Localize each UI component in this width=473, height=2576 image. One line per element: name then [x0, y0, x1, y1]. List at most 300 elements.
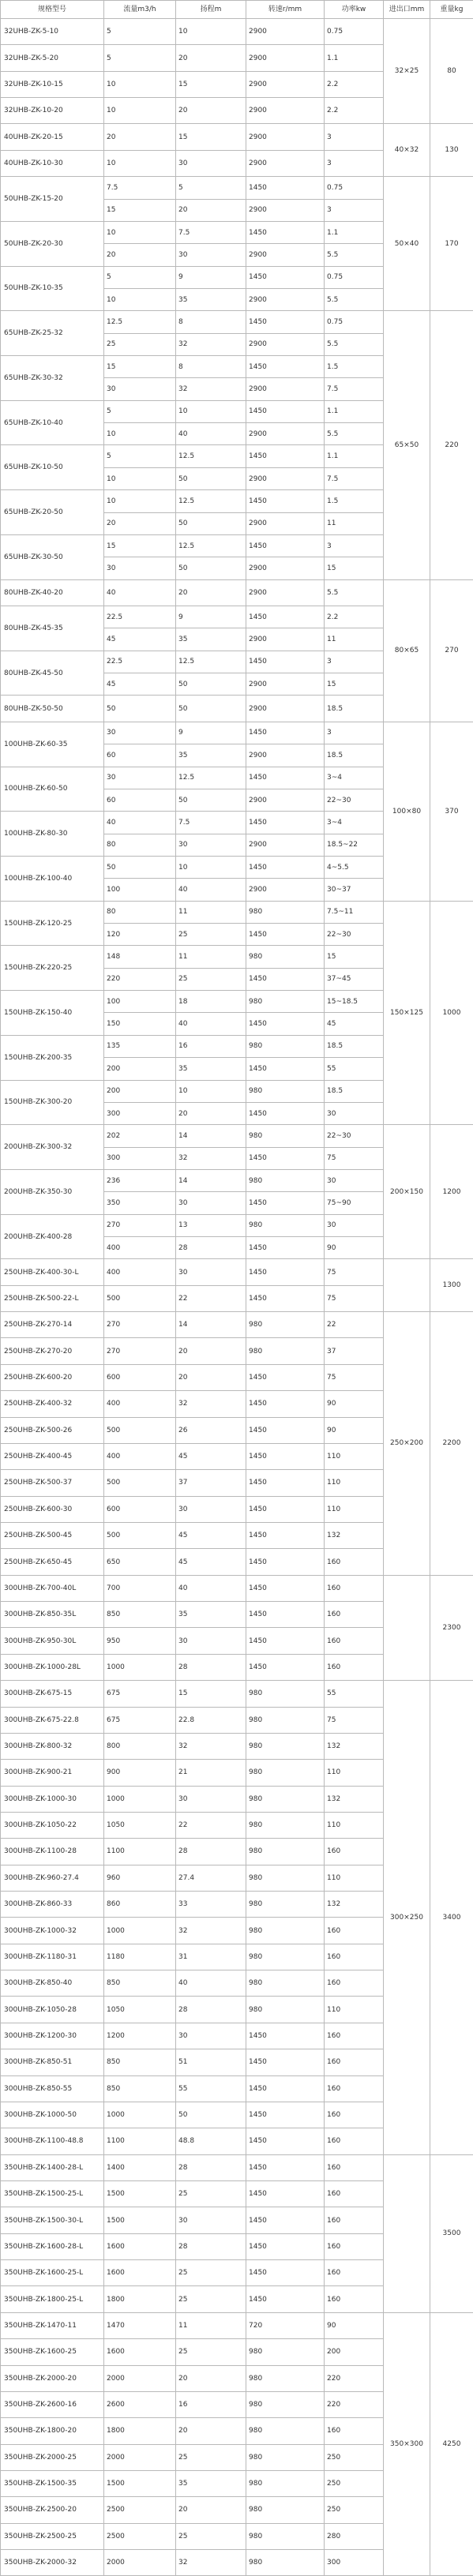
model-cell: 350UHB-ZK-1600-28-L — [1, 2233, 104, 2259]
flow-value: 120 — [104, 923, 175, 945]
power-cell: 110 — [325, 1443, 384, 1469]
flow-values — [104, 651, 175, 696]
speed-value: 2900 — [246, 422, 324, 444]
port-size-cell: 65×50 — [384, 311, 430, 579]
flow-value: 10 — [107, 228, 116, 237]
table-row — [1, 2154, 473, 2180]
head-cell — [176, 946, 246, 991]
head-values — [176, 267, 246, 311]
model-cell: 200UHB-ZK-350-30 — [1, 1169, 104, 1214]
model-cell: 300UHB-ZK-850-35L — [1, 1602, 104, 1628]
flow-value: 10 — [107, 497, 116, 505]
power-cell: 75 — [325, 1259, 384, 1285]
power-cell: 3 — [325, 124, 384, 150]
speed-value: 2900 — [246, 377, 324, 399]
head-cell — [176, 1169, 246, 1214]
speed-cell: 980 — [246, 1865, 325, 1891]
power-value: 4~5.5 — [327, 863, 349, 872]
head-cell: 14 — [176, 1312, 246, 1338]
weight-cell: 3500 — [430, 2154, 473, 2312]
speed-cell: 980 — [246, 1786, 325, 1812]
speed-cell — [246, 356, 325, 401]
table-row — [1, 901, 473, 946]
speed-cell: 2900 — [246, 71, 325, 97]
head-cell: 30 — [176, 1259, 246, 1285]
power-cell — [325, 1214, 384, 1259]
model-cell: 300UHB-ZK-1000-30 — [1, 1786, 104, 1812]
flow-value: 236 — [107, 1176, 121, 1185]
port-size-cell: 350×300 — [384, 2312, 430, 2576]
power-cell: 132 — [325, 1523, 384, 1549]
weight-cell: 220 — [430, 311, 473, 579]
head-value: 30 — [176, 834, 246, 856]
head-value: 14 — [178, 1131, 188, 1140]
flow-values — [104, 1170, 175, 1214]
flow-value: 202 — [107, 1131, 121, 1140]
flow-cell — [104, 356, 176, 401]
power-cell: 160 — [325, 2075, 384, 2102]
speed-value: 1450 — [246, 1012, 324, 1034]
header-row — [1, 1, 473, 19]
flow-value: 50 — [107, 863, 116, 872]
speed-value: 1450 — [246, 1147, 324, 1169]
table-row — [1, 311, 473, 356]
speed-values — [246, 445, 324, 489]
head-cell — [176, 356, 246, 401]
flow-value: 45 — [104, 628, 175, 650]
speed-cell: 980 — [246, 1338, 325, 1364]
speed-cell: 1450 — [246, 2128, 325, 2154]
flow-cell: 860 — [104, 1892, 176, 1918]
head-value: 25 — [176, 968, 246, 990]
flow-values — [104, 177, 175, 221]
model-cell: 65UHB-ZK-25-32 — [1, 311, 104, 356]
speed-cell: 1450 — [246, 1523, 325, 1549]
flow-cell: 2500 — [104, 2523, 176, 2549]
flow-cell: 950 — [104, 1628, 176, 1654]
flow-cell: 2000 — [104, 2444, 176, 2470]
speed-cell: 980 — [246, 1760, 325, 1786]
table-row — [1, 1681, 473, 1707]
head-cell: 30 — [176, 1786, 246, 1812]
weight-cell: 130 — [430, 124, 473, 177]
speed-value: 980 — [249, 997, 263, 1006]
port-size-cell: 200×150 — [384, 1125, 430, 1259]
flow-values — [104, 1125, 175, 1169]
head-cell: 20 — [176, 2497, 246, 2523]
model-cell: 300UHB-ZK-1050-22 — [1, 1812, 104, 1838]
power-value: 90 — [325, 1236, 383, 1258]
head-value: 28 — [176, 1236, 246, 1258]
flow-cell — [104, 901, 176, 946]
model-cell: 80UHB-ZK-45-50 — [1, 651, 104, 696]
power-cell: 18.5 — [325, 696, 384, 722]
flow-cell: 1050 — [104, 1812, 176, 1838]
power-value: 15~18.5 — [327, 997, 359, 1006]
power-values — [325, 1215, 383, 1259]
speed-cell: 980 — [246, 1839, 325, 1865]
weight-cell: 4250 — [430, 2312, 473, 2576]
model-cell: 300UHB-ZK-1100-28 — [1, 1839, 104, 1865]
speed-values — [246, 535, 324, 579]
power-values — [325, 991, 383, 1035]
power-value: 3 — [327, 658, 332, 666]
head-cell: 28 — [176, 2154, 246, 2180]
flow-values — [104, 857, 175, 901]
flow-value: 148 — [107, 953, 121, 962]
speed-value: 1450 — [246, 1191, 324, 1213]
flow-cell — [104, 1035, 176, 1080]
speed-cell: 1450 — [246, 1654, 325, 1680]
flow-value: 15 — [107, 542, 116, 550]
head-cell — [176, 606, 246, 651]
power-value: 45 — [325, 1012, 383, 1034]
head-cell: 27.4 — [176, 1865, 246, 1891]
power-cell: 37 — [325, 1338, 384, 1364]
speed-value: 2900 — [246, 834, 324, 856]
speed-cell — [246, 1125, 325, 1170]
flow-cell: 400 — [104, 1443, 176, 1469]
port-size-cell: 32×25 — [384, 19, 430, 124]
power-cell: 132 — [325, 1892, 384, 1918]
speed-value: 1450 — [249, 497, 267, 505]
port-size-cell: 80×65 — [384, 579, 430, 722]
model-cell: 350UHB-ZK-2000-20 — [1, 2365, 104, 2391]
head-cell: 45 — [176, 1523, 246, 1549]
flow-cell: 1050 — [104, 1997, 176, 2023]
flow-cell — [104, 651, 176, 696]
flow-value: 200 — [104, 1057, 175, 1079]
power-values — [325, 1081, 383, 1125]
speed-cell: 980 — [246, 1944, 325, 1970]
header-speed: 转速r/mm — [246, 1, 325, 19]
speed-value: 980 — [249, 1131, 263, 1140]
speed-value: 1450 — [249, 228, 267, 237]
power-cell: 22 — [325, 1312, 384, 1338]
speed-value: 2900 — [246, 878, 324, 900]
port-size-cell: 150×125 — [384, 901, 430, 1125]
power-values — [325, 606, 383, 651]
head-cell: 55 — [176, 2075, 246, 2102]
model-cell: 300UHB-ZK-850-51 — [1, 2049, 104, 2075]
speed-values — [246, 857, 324, 901]
model-cell: 150UHB-ZK-300-20 — [1, 1080, 104, 1125]
flow-value: 5 — [107, 407, 111, 416]
flow-cell — [104, 991, 176, 1036]
flow-values — [104, 722, 175, 767]
speed-cell: 2900 — [246, 98, 325, 124]
model-cell: 250UHB-ZK-500-37 — [1, 1470, 104, 1496]
power-values — [325, 1170, 383, 1214]
power-cell: 132 — [325, 1733, 384, 1759]
speed-values — [246, 356, 324, 400]
head-value: 5 — [178, 183, 183, 192]
head-value: 35 — [176, 288, 246, 310]
table-row — [1, 722, 473, 767]
flow-cell: 675 — [104, 1707, 176, 1733]
model-cell: 300UHB-ZK-700-40L — [1, 1575, 104, 1601]
weight-cell: 80 — [430, 19, 473, 124]
speed-values — [246, 490, 324, 534]
header-head: 扬程m — [176, 1, 246, 19]
head-values — [176, 1215, 246, 1259]
power-cell: 90 — [325, 1417, 384, 1443]
speed-cell: 720 — [246, 2312, 325, 2338]
speed-cell — [246, 400, 325, 445]
speed-values — [246, 311, 324, 355]
flow-value: 20 — [104, 243, 175, 265]
flow-cell — [104, 946, 176, 991]
power-value: 1.1 — [327, 407, 339, 416]
power-cell: 160 — [325, 1654, 384, 1680]
port-size-cell — [384, 2154, 430, 2312]
head-value: 40 — [176, 1012, 246, 1034]
head-values — [176, 401, 246, 445]
speed-cell — [246, 445, 325, 490]
power-value: 3 — [325, 199, 383, 221]
power-value: 37~45 — [325, 968, 383, 990]
power-cell — [325, 177, 384, 222]
power-cell — [325, 534, 384, 579]
flow-value: 30 — [107, 729, 116, 737]
speed-value: 2900 — [246, 557, 324, 579]
head-cell — [176, 856, 246, 901]
power-cell: 2.2 — [325, 98, 384, 124]
head-cell: 32 — [176, 2550, 246, 2576]
power-value: 30~37 — [325, 878, 383, 900]
speed-values — [246, 1170, 324, 1214]
power-values — [325, 311, 383, 355]
speed-values — [246, 267, 324, 311]
head-cell: 11 — [176, 2312, 246, 2338]
speed-cell: 1450 — [246, 2180, 325, 2207]
head-values — [176, 857, 246, 901]
header-power: 功率kw — [325, 1, 384, 19]
flow-cell: 500 — [104, 1470, 176, 1496]
power-values — [325, 902, 383, 946]
head-value: 50 — [176, 673, 246, 695]
model-cell: 250UHB-ZK-400-32 — [1, 1391, 104, 1417]
speed-value: 2900 — [246, 789, 324, 811]
speed-values — [246, 991, 324, 1035]
speed-value: 1450 — [249, 452, 267, 461]
flow-values — [104, 267, 175, 311]
head-cell: 37 — [176, 1470, 246, 1496]
speed-cell — [246, 534, 325, 579]
speed-cell: 980 — [246, 2391, 325, 2417]
power-cell — [325, 901, 384, 946]
head-cell: 32 — [176, 1918, 246, 1944]
flow-values — [104, 1036, 175, 1080]
flow-cell: 1100 — [104, 2128, 176, 2154]
flow-value: 30 — [107, 774, 116, 782]
model-cell: 350UHB-ZK-2000-32 — [1, 2550, 104, 2576]
power-cell: 200 — [325, 2339, 384, 2365]
speed-value: 1450 — [249, 542, 267, 550]
head-values — [176, 1081, 246, 1125]
power-values — [325, 946, 383, 990]
flow-cell: 20 — [104, 124, 176, 150]
flow-cell — [104, 266, 176, 311]
model-cell: 32UHB-ZK-5-10 — [1, 19, 104, 45]
power-value: 30 — [325, 1102, 383, 1124]
flow-values — [104, 812, 175, 856]
head-values — [176, 1036, 246, 1080]
speed-cell: 1450 — [246, 1602, 325, 1628]
head-value: 12.5 — [178, 497, 195, 505]
head-value: 50 — [176, 512, 246, 534]
flow-cell: 1500 — [104, 2470, 176, 2496]
head-cell: 30 — [176, 1496, 246, 1522]
model-cell: 200UHB-ZK-400-28 — [1, 1214, 104, 1259]
power-cell: 160 — [325, 2233, 384, 2259]
head-cell: 22 — [176, 1285, 246, 1311]
speed-cell: 980 — [246, 1681, 325, 1707]
speed-cell: 1450 — [246, 1496, 325, 1522]
flow-cell: 850 — [104, 1970, 176, 1997]
head-values — [176, 356, 246, 400]
flow-values — [104, 991, 175, 1035]
flow-cell: 1000 — [104, 1786, 176, 1812]
head-value: 9 — [178, 273, 183, 282]
flow-value: 30 — [104, 377, 175, 399]
flow-values — [104, 445, 175, 489]
head-values — [176, 991, 246, 1035]
power-value: 75 — [325, 1147, 383, 1169]
flow-value: 20 — [104, 512, 175, 534]
speed-cell — [246, 311, 325, 356]
flow-cell: 500 — [104, 1285, 176, 1311]
model-cell: 250UHB-ZK-650-45 — [1, 1549, 104, 1575]
flow-cell: 270 — [104, 1338, 176, 1364]
speed-cell: 980 — [246, 1733, 325, 1759]
weight-cell: 2200 — [430, 1312, 473, 1576]
power-values — [325, 445, 383, 489]
power-value: 0.75 — [327, 317, 343, 326]
speed-cell — [246, 1214, 325, 1259]
head-cell — [176, 311, 246, 356]
model-cell: 250UHB-ZK-500-22-L — [1, 1285, 104, 1311]
head-value: 32 — [176, 1147, 246, 1169]
head-cell: 20 — [176, 98, 246, 124]
port-size-cell: 250×200 — [384, 1312, 430, 1576]
speed-value: 1450 — [246, 968, 324, 990]
table-row — [1, 579, 473, 606]
head-cell — [176, 1035, 246, 1080]
table-row — [1, 19, 473, 45]
head-values — [176, 177, 246, 221]
model-cell: 65UHB-ZK-30-32 — [1, 356, 104, 401]
head-value: 12.5 — [178, 774, 195, 782]
speed-cell: 1450 — [246, 1549, 325, 1575]
model-cell: 300UHB-ZK-675-22.8 — [1, 1707, 104, 1733]
speed-value: 1450 — [246, 1236, 324, 1258]
model-cell: 350UHB-ZK-2500-25 — [1, 2523, 104, 2549]
power-cell: 75 — [325, 1707, 384, 1733]
flow-value: 30 — [104, 557, 175, 579]
power-value: 1.5 — [327, 497, 339, 505]
head-cell: 40 — [176, 1575, 246, 1601]
speed-value: 1450 — [249, 317, 267, 326]
speed-cell: 1450 — [246, 2260, 325, 2286]
speed-value: 2900 — [246, 288, 324, 310]
model-cell: 80UHB-ZK-50-50 — [1, 696, 104, 722]
flow-cell: 1500 — [104, 2180, 176, 2207]
head-value: 32 — [176, 333, 246, 355]
flow-value: 100 — [107, 997, 121, 1006]
power-cell: 132 — [325, 1786, 384, 1812]
model-cell: 150UHB-ZK-150-40 — [1, 991, 104, 1036]
power-value: 22~30 — [327, 1131, 351, 1140]
power-cell — [325, 651, 384, 696]
power-cell: 160 — [325, 1549, 384, 1575]
model-cell: 150UHB-ZK-120-25 — [1, 901, 104, 946]
flow-value: 200 — [107, 1087, 121, 1096]
model-cell: 300UHB-ZK-1000-28L — [1, 1654, 104, 1680]
flow-value: 100 — [104, 878, 175, 900]
flow-value: 40 — [107, 818, 116, 827]
speed-cell: 980 — [246, 2550, 325, 2576]
weight-cell: 1200 — [430, 1125, 473, 1259]
head-values — [176, 1125, 246, 1169]
speed-value: 980 — [249, 1042, 263, 1051]
head-value: 18 — [178, 997, 188, 1006]
head-cell: 30 — [176, 150, 246, 176]
model-cell: 250UHB-ZK-400-45 — [1, 1443, 104, 1469]
speed-cell: 980 — [246, 2444, 325, 2470]
power-cell: 300 — [325, 2550, 384, 2576]
flow-value: 220 — [104, 968, 175, 990]
head-cell: 33 — [176, 1892, 246, 1918]
weight-cell: 170 — [430, 177, 473, 311]
model-cell: 300UHB-ZK-1200-30 — [1, 2023, 104, 2049]
head-cell: 25 — [176, 2444, 246, 2470]
speed-cell: 980 — [246, 1892, 325, 1918]
model-cell: 50UHB-ZK-10-35 — [1, 266, 104, 311]
speed-cell: 2900 — [246, 150, 325, 176]
power-value: 1.1 — [327, 452, 339, 461]
power-cell: 160 — [325, 2207, 384, 2233]
speed-cell — [246, 266, 325, 311]
head-value: 32 — [176, 377, 246, 399]
model-cell: 150UHB-ZK-220-25 — [1, 946, 104, 991]
power-values — [325, 857, 383, 901]
power-values — [325, 767, 383, 812]
model-cell: 300UHB-ZK-1000-32 — [1, 1918, 104, 1944]
speed-cell: 980 — [246, 2418, 325, 2444]
power-cell: 160 — [325, 1918, 384, 1944]
speed-cell: 1450 — [246, 1628, 325, 1654]
speed-cell: 980 — [246, 2470, 325, 2496]
flow-value: 10 — [104, 467, 175, 489]
head-cell: 32 — [176, 1733, 246, 1759]
weight-cell: 370 — [430, 722, 473, 901]
head-cell: 30 — [176, 2023, 246, 2049]
speed-cell: 1450 — [246, 2049, 325, 2075]
power-cell — [325, 1035, 384, 1080]
power-value: 7.5 — [325, 377, 383, 399]
speed-value: 980 — [249, 908, 263, 917]
model-cell: 50UHB-ZK-15-20 — [1, 177, 104, 222]
speed-values — [246, 767, 324, 812]
model-cell: 65UHB-ZK-10-40 — [1, 400, 104, 445]
head-values — [176, 445, 246, 489]
head-cell — [176, 266, 246, 311]
power-cell: 160 — [325, 2128, 384, 2154]
speed-value: 2900 — [246, 628, 324, 650]
flow-cell: 800 — [104, 1733, 176, 1759]
power-cell: 280 — [325, 2523, 384, 2549]
